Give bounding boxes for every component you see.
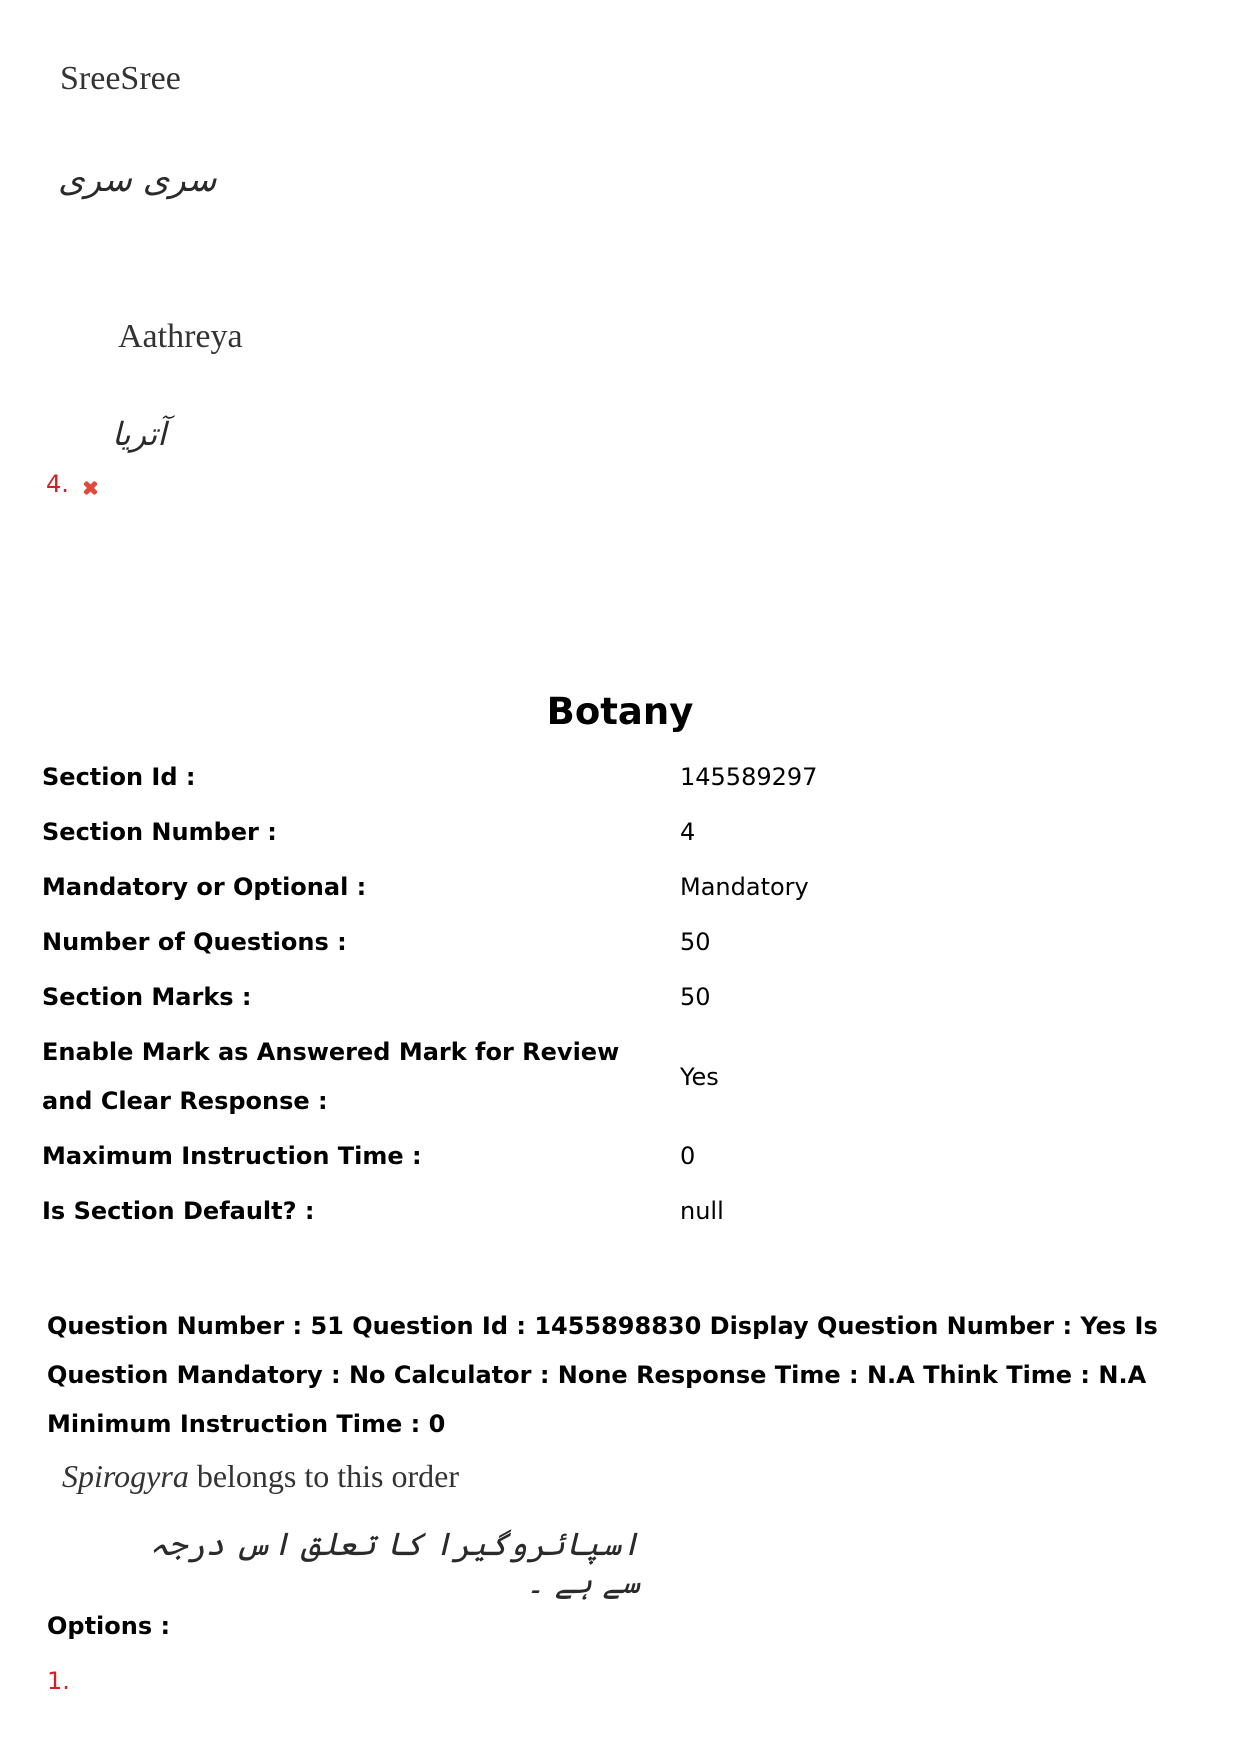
section-row-num-questions — [42, 918, 1192, 967]
option-image-sreesree-en: SreeSree — [60, 60, 181, 97]
row-value: 145589297 — [680, 763, 818, 791]
question-text-rest: belongs to this order — [188, 1458, 459, 1494]
row-label: Enable Mark as Answered Mark for Review and Clear Response : — [42, 1038, 620, 1115]
row-value: 0 — [680, 1142, 696, 1170]
option-number: 4. — [46, 470, 69, 498]
row-label: Mandatory or Optional : — [42, 873, 367, 901]
section-row-mandatory — [42, 863, 1192, 912]
section-row-number — [42, 808, 1192, 857]
row-label: Section Number : — [42, 818, 277, 846]
row-value: null — [680, 1197, 724, 1225]
options-label: Options : — [47, 1612, 171, 1640]
question-image-ur: اسپائروگیرا کا تعلق اس درجہ سے ہے ۔ — [149, 1525, 640, 1601]
question-meta: Question Number : 51 Question Id : 1455898830 Display Question Number : Yes Is Question Mandatory : No Calculator : None Response Time : N.A Think Time : N.A Minimum Instruction Time : 0 — [47, 1312, 1158, 1438]
row-label: Section Id : — [42, 763, 196, 791]
section-row-id — [42, 753, 1192, 802]
row-label: Number of Questions : — [42, 928, 347, 956]
section-title: Botany — [546, 690, 694, 733]
row-label: Is Section Default? : — [42, 1197, 315, 1225]
row-label: Maximum Instruction Time : — [42, 1142, 422, 1170]
row-value: 50 — [680, 983, 711, 1011]
row-value: Mandatory — [680, 873, 809, 901]
option-image-aathreya-en: Aathreya — [118, 318, 243, 355]
question-italic-term: Spirogyra — [62, 1458, 189, 1494]
row-value: 50 — [680, 928, 711, 956]
option-4 — [46, 470, 98, 498]
row-value: Yes — [680, 1063, 719, 1091]
section-row-default — [42, 1187, 1192, 1236]
option-image-sreesree-ur: سری سری — [58, 160, 217, 200]
question-image-en — [62, 1458, 459, 1495]
section-row-marks — [42, 973, 1192, 1022]
section-row-max-instruction-time — [42, 1132, 1192, 1181]
option-image-aathreya-ur: آتریا — [112, 415, 167, 453]
section-row-enable-mark — [42, 1028, 1192, 1126]
wrong-icon — [82, 480, 98, 496]
row-value: 4 — [680, 818, 696, 846]
row-label: Section Marks : — [42, 983, 252, 1011]
option-number-1: 1. — [47, 1667, 70, 1695]
